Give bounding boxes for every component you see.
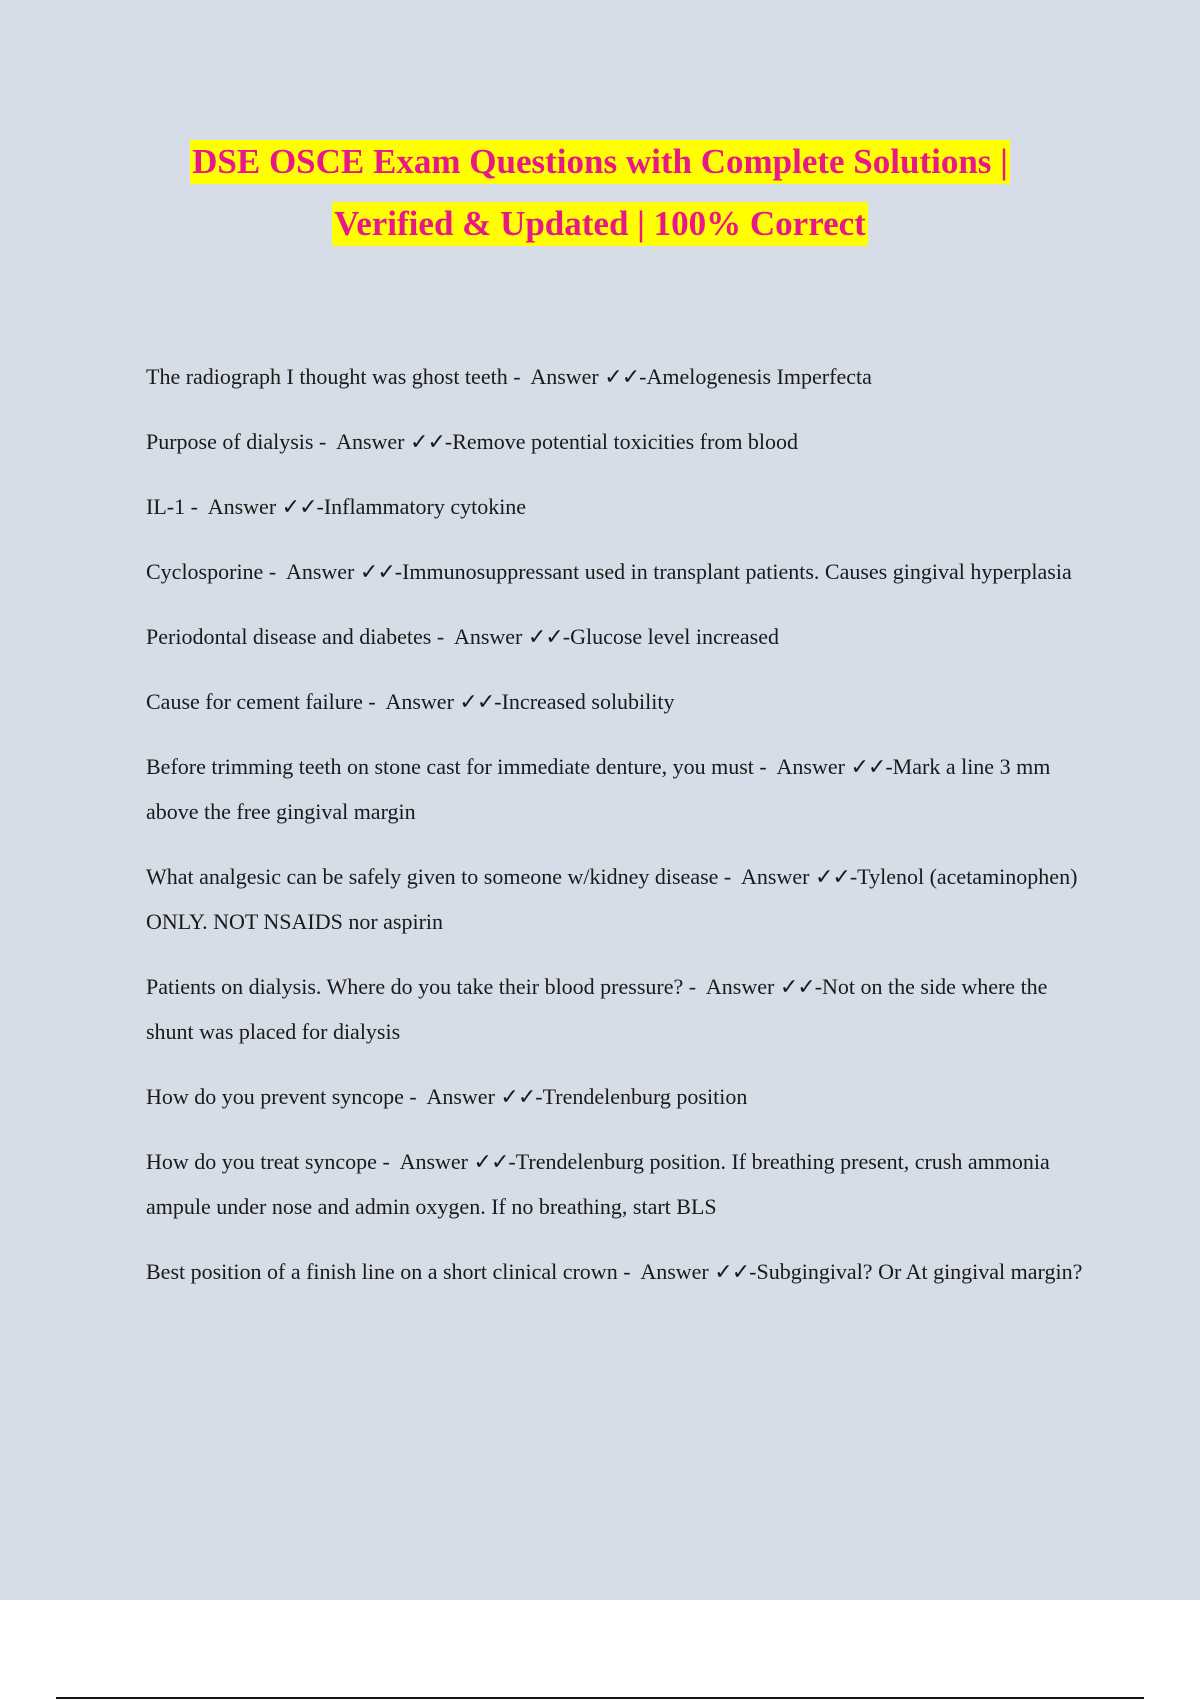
answer-label: Answer <box>530 364 599 389</box>
question-text: Purpose of dialysis - <box>146 429 336 454</box>
answer-text: -Not on the side where the shunt was placed for dialysis <box>146 974 1048 1044</box>
answer-text: -Trendelenburg position <box>535 1084 748 1109</box>
answer-label: Answer <box>426 1084 495 1109</box>
answer-text: -Amelogenesis Imperfecta <box>639 364 872 389</box>
question-text: Patients on dialysis. Where do you take their blood pressure? - <box>146 974 706 999</box>
double-check-icon: ✓✓ <box>473 1149 509 1174</box>
answer-label: Answer <box>336 429 405 454</box>
question-text: Periodontal disease and diabetes - <box>146 624 454 649</box>
double-check-icon: ✓✓ <box>281 494 317 519</box>
question-text: What analgesic can be safely given to someone w/kidney disease - <box>146 864 741 889</box>
footer-divider <box>56 1697 1144 1699</box>
qa-item <box>146 744 1086 834</box>
double-check-icon: ✓✓ <box>779 974 815 999</box>
qa-item <box>146 679 1086 724</box>
answer-label: Answer <box>285 559 355 584</box>
answer-text: -Trendelenburg position. If breathing present, crush ammonia ampule under nose and admin oxygen. If no breathing, start BLS <box>146 1149 1050 1219</box>
qa-item <box>146 1249 1086 1294</box>
question-text: The radiograph I thought was ghost teeth - <box>146 364 530 389</box>
answer-label: Answer <box>385 689 454 714</box>
double-check-icon: ✓✓ <box>604 364 640 389</box>
question-text: Before trimming teeth on stone cast for immediate denture, you must - <box>146 754 777 779</box>
answer-text: -Remove potential toxicities from blood <box>444 429 799 454</box>
qa-item <box>146 964 1086 1054</box>
double-check-icon: ✓✓ <box>410 429 445 454</box>
question-text: IL-1 - <box>146 494 208 519</box>
qa-item <box>146 854 1086 944</box>
question-text: Cyclosporine - <box>146 559 286 584</box>
qa-list <box>146 354 1086 1314</box>
question-text: Best position of a finish line on a short clinical crown - <box>146 1259 640 1284</box>
answer-label: Answer <box>399 1149 469 1174</box>
document-title <box>0 140 1200 264</box>
qa-item <box>146 549 1086 594</box>
double-check-icon: ✓✓ <box>527 624 563 649</box>
answer-text: -Immunosuppressant used in transplant patients. Causes gingival hyperplasia <box>394 559 1072 584</box>
answer-label: Answer <box>207 494 277 519</box>
question-text: Cause for cement failure - <box>146 689 385 714</box>
qa-item <box>146 1074 1086 1119</box>
qa-item <box>146 614 1086 659</box>
answer-text: -Inflammatory cytokine <box>316 494 527 519</box>
answer-label: Answer <box>705 974 775 999</box>
answer-label: Answer <box>776 754 845 779</box>
double-check-icon: ✓✓ <box>850 754 886 779</box>
double-check-icon: ✓✓ <box>814 864 850 889</box>
double-check-icon: ✓✓ <box>714 1259 750 1284</box>
double-check-icon: ✓✓ <box>359 559 395 584</box>
answer-label: Answer <box>741 864 810 889</box>
answer-label: Answer <box>640 1259 709 1284</box>
qa-item <box>146 419 1086 464</box>
title-line-1: DSE OSCE Exam Questions with Complete Solutions | <box>190 140 1010 184</box>
question-text: How do you treat syncope - <box>146 1149 400 1174</box>
answer-text: -Increased solubility <box>494 689 675 714</box>
answer-text: -Subgingival? Or At gingival margin? <box>749 1259 1083 1284</box>
title-line-2: Verified & Updated | 100% Correct <box>332 202 868 246</box>
qa-item <box>146 1139 1086 1229</box>
question-text: How do you prevent syncope - <box>146 1084 426 1109</box>
qa-item <box>146 354 1086 399</box>
double-check-icon: ✓✓ <box>459 689 495 714</box>
answer-text: -Mark a line 3 mm above the free gingival margin <box>146 754 1051 824</box>
qa-item <box>146 484 1086 529</box>
answer-label: Answer <box>453 624 523 649</box>
answer-text: -Tylenol (acetaminophen) ONLY. NOT NSAIDS nor aspirin <box>146 864 1078 934</box>
answer-text: -Glucose level increased <box>562 624 779 649</box>
double-check-icon: ✓✓ <box>500 1084 536 1109</box>
